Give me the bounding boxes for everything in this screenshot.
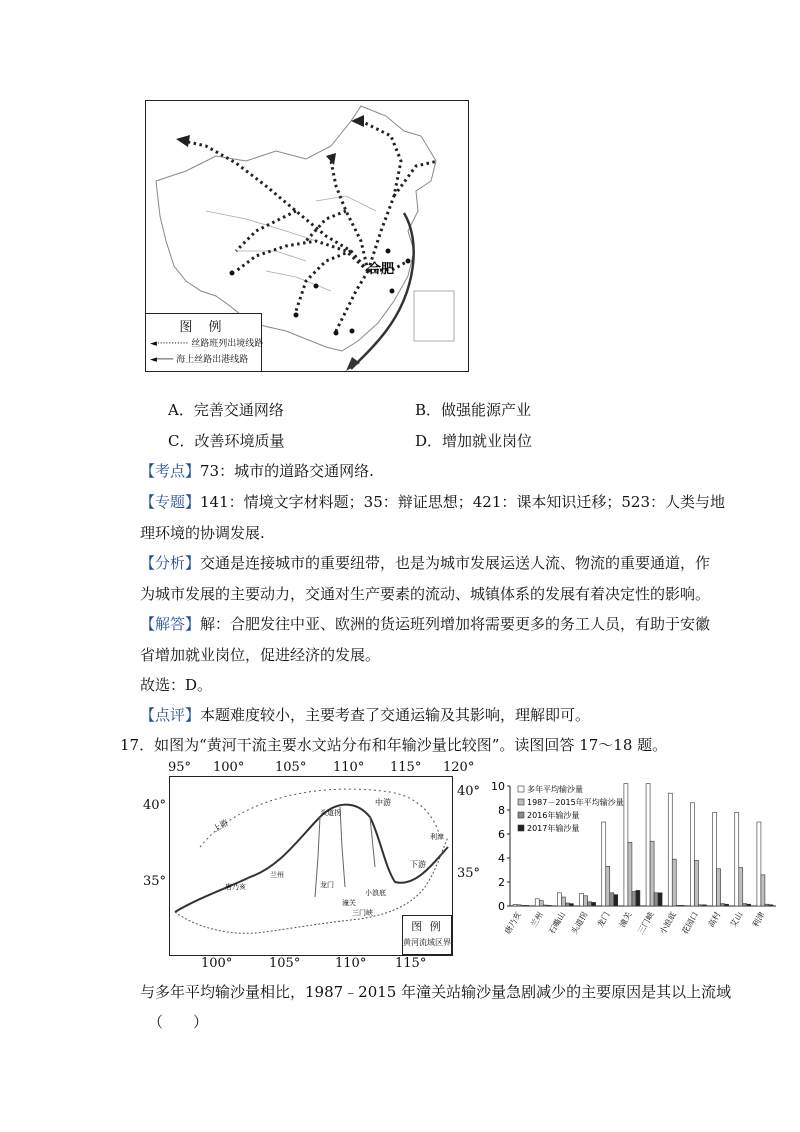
bar bbox=[694, 860, 698, 906]
question17-body-line1: 与多年平均输沙量相比，1987﹣2015 年潼关站输沙量急剧减少的主要原因是其以上流域 bbox=[140, 983, 732, 1001]
zhuanti-line2: 理环境的协调发展. bbox=[140, 524, 265, 542]
inset-box bbox=[414, 291, 454, 341]
fenxi-line1 bbox=[140, 553, 710, 573]
legend-swatch bbox=[518, 786, 524, 792]
bar bbox=[580, 893, 584, 906]
legend-label: 多年平均输沙量 bbox=[527, 785, 583, 794]
option-a bbox=[168, 400, 284, 420]
station-sanmenxia: 三门峡 bbox=[352, 909, 373, 917]
maritime-arrowhead bbox=[346, 357, 360, 371]
region-midstream: 中游 bbox=[375, 798, 391, 807]
bar bbox=[602, 822, 606, 906]
bar bbox=[761, 875, 765, 906]
bar bbox=[628, 842, 632, 906]
lat-left-40: 40° bbox=[143, 798, 167, 813]
bar bbox=[747, 904, 751, 906]
legend-label: 2017年输沙量 bbox=[527, 824, 580, 833]
dianping-text: 本题难度较小，主要考查了交通运输及其影响，理解即可。 bbox=[200, 706, 591, 724]
x-tick-label: 唐乃亥 bbox=[503, 910, 523, 936]
bar bbox=[592, 902, 596, 906]
bar bbox=[672, 859, 676, 906]
x-tick-label: 潼关 bbox=[617, 910, 634, 929]
map2-legend-item: 黄河流域区界 bbox=[403, 938, 451, 947]
answer-line: 故选：D。 bbox=[140, 676, 213, 694]
x-tick-label: 龙门 bbox=[595, 910, 612, 929]
option-text: 完善交通网络 bbox=[193, 401, 284, 419]
jieda-text: 解：合肥发往中亚、欧洲的货运班列增加将需要更多的务工人员，有助于安徽 bbox=[200, 615, 711, 633]
map2-frame bbox=[169, 776, 453, 956]
zhuanti-line1 bbox=[140, 492, 725, 512]
lat-left-35: 35° bbox=[143, 874, 167, 889]
bar bbox=[676, 905, 680, 906]
bar bbox=[565, 903, 569, 906]
bar bbox=[668, 793, 672, 906]
bar bbox=[650, 841, 654, 906]
lon-top-100: 100° bbox=[213, 760, 245, 775]
dianping-line bbox=[140, 705, 590, 725]
bar bbox=[658, 893, 662, 906]
bar bbox=[521, 905, 525, 906]
map1-legend bbox=[145, 313, 262, 372]
lon-top-115: 115° bbox=[390, 760, 422, 775]
bar bbox=[557, 893, 561, 906]
legend-label: 2016年输沙量 bbox=[527, 811, 580, 820]
question17-body-line2: （ ） bbox=[148, 1013, 209, 1031]
bar bbox=[680, 905, 684, 906]
bar bbox=[584, 896, 588, 906]
option-letter: D． bbox=[415, 432, 443, 450]
x-tick-label: 小浪底 bbox=[658, 910, 678, 936]
yellow-river-map bbox=[135, 762, 490, 972]
maritime-route-line bbox=[351, 213, 414, 369]
x-tick-label: 花园口 bbox=[680, 910, 701, 936]
option-letter: C． bbox=[168, 432, 195, 450]
bar bbox=[713, 812, 717, 906]
legend-sea-label: 海上丝路出港线路 bbox=[176, 355, 249, 365]
bar bbox=[606, 866, 610, 906]
station-longmen: 龙门 bbox=[320, 881, 334, 889]
silk-road-map bbox=[145, 100, 469, 372]
kaodian-text: 73：城市的道路交通网络. bbox=[200, 462, 374, 480]
bar bbox=[698, 905, 702, 906]
x-tick-label: 头道拐 bbox=[569, 910, 590, 936]
chart-legend bbox=[518, 784, 624, 833]
chart-xlabels bbox=[502, 910, 766, 936]
bar bbox=[632, 892, 636, 906]
lon-top-105: 105° bbox=[275, 760, 307, 775]
legend-rail-item bbox=[150, 336, 263, 349]
bar bbox=[654, 893, 658, 906]
bar bbox=[525, 905, 529, 906]
legend-sea-item bbox=[150, 352, 248, 365]
x-tick-label: 利津 bbox=[750, 910, 767, 929]
bar bbox=[725, 904, 729, 906]
station-tangnaihai: 唐乃亥 bbox=[225, 883, 246, 891]
station-toudaoguai: 头道拐 bbox=[320, 809, 341, 817]
lon-bottom-110: 110° bbox=[335, 956, 367, 971]
bar bbox=[535, 899, 539, 906]
bar bbox=[547, 905, 551, 906]
yellow-river-line bbox=[175, 805, 448, 912]
station-lijin: 利津 bbox=[430, 833, 444, 841]
bar bbox=[513, 904, 517, 906]
bar bbox=[636, 890, 640, 906]
lon-bottom-105: 105° bbox=[269, 956, 301, 971]
bar bbox=[721, 904, 725, 906]
station-xiaolangdi: 小浪底 bbox=[365, 889, 386, 897]
province-borders bbox=[206, 196, 376, 291]
option-c bbox=[168, 431, 285, 451]
bar bbox=[690, 803, 694, 906]
option-text: 增加就业岗位 bbox=[442, 432, 533, 450]
fenxi-line2: 为城市发展的主要动力，交通对生产要素的流动、城镇体系的发展有着决定性的影响。 bbox=[140, 585, 711, 603]
fenxi-text: 交通是连接城市的重要纽带，也是为城市发展运送人流、物流的重要通道，作 bbox=[200, 554, 711, 572]
sediment-bar-chart bbox=[490, 778, 780, 950]
bar bbox=[765, 904, 769, 906]
y-tick-label: 10 bbox=[491, 780, 505, 793]
station-tongguan: 潼关 bbox=[342, 899, 356, 907]
bar bbox=[569, 904, 573, 906]
lon-top-95: 95° bbox=[168, 760, 192, 775]
zhuanti-text: 141：情境文字材料题；35：辩证思想；421：课本知识迁移；523：人类与地 bbox=[200, 493, 725, 511]
bar bbox=[735, 812, 739, 906]
bar bbox=[757, 822, 761, 906]
legend-swatch bbox=[518, 812, 524, 818]
kaodian-line bbox=[140, 461, 374, 481]
bar bbox=[610, 893, 614, 906]
station-lanzhou: 兰州 bbox=[270, 871, 284, 879]
lon-top-120: 120° bbox=[443, 760, 475, 775]
x-tick-label: 兰州 bbox=[529, 910, 545, 929]
bar bbox=[624, 784, 628, 906]
legend-swatch bbox=[518, 825, 524, 831]
bar bbox=[517, 905, 521, 906]
lat-right-40: 40° bbox=[457, 784, 481, 799]
option-letter: A． bbox=[168, 401, 194, 419]
legend-swatch bbox=[518, 799, 524, 805]
y-tick-label: 4 bbox=[498, 852, 505, 865]
option-text: 改善环境质量 bbox=[194, 432, 285, 450]
hefei-label: 合肥 bbox=[368, 262, 395, 277]
y-tick-label: 2 bbox=[498, 876, 505, 889]
option-letter: B． bbox=[415, 401, 442, 419]
railway-lines bbox=[184, 121, 438, 331]
bar bbox=[702, 905, 706, 906]
y-tick-label: 0 bbox=[498, 900, 505, 913]
jieda-line2: 省增加就业岗位，促进经济的发展。 bbox=[140, 646, 381, 664]
map1-legend-title: 图 例 bbox=[179, 320, 228, 335]
legend-label: 1987－2015年平均输沙量 bbox=[527, 798, 624, 807]
option-d bbox=[415, 431, 532, 451]
lon-bottom-100: 100° bbox=[201, 956, 233, 971]
region-downstream: 下游 bbox=[410, 860, 426, 869]
fenxi-tag: 【分析】 bbox=[140, 554, 201, 572]
map2-legend bbox=[402, 915, 452, 955]
lon-top-110: 110° bbox=[333, 760, 365, 775]
bar bbox=[588, 902, 592, 906]
y-tick-label: 8 bbox=[498, 804, 505, 817]
kaodian-tag: 【考点】 bbox=[140, 462, 201, 480]
bar bbox=[743, 904, 747, 906]
legend-rail-label: 丝路班列出境线路 bbox=[191, 339, 264, 349]
x-tick-label: 三门峡 bbox=[636, 910, 656, 936]
lat-right-35: 35° bbox=[457, 866, 481, 881]
bar bbox=[769, 905, 773, 906]
dianping-tag: 【点评】 bbox=[140, 706, 201, 724]
legend-rail-icon: ◄··········· bbox=[150, 339, 189, 349]
lon-bottom-115: 115° bbox=[395, 956, 427, 971]
map2-legend-title: 图 例 bbox=[411, 920, 443, 933]
legend-sea-icon: ◄─── bbox=[150, 355, 174, 365]
option-text: 做强能源产业 bbox=[441, 401, 532, 419]
region-upstream: 上游 bbox=[211, 817, 230, 834]
bar bbox=[717, 869, 721, 906]
zhuanti-tag: 【专题】 bbox=[140, 493, 201, 511]
jieda-line1 bbox=[140, 614, 710, 634]
bar bbox=[561, 897, 565, 906]
bar bbox=[539, 901, 543, 906]
bar bbox=[739, 868, 743, 906]
y-tick-label: 6 bbox=[498, 828, 505, 841]
jieda-tag: 【解答】 bbox=[140, 615, 201, 633]
bar bbox=[614, 895, 618, 906]
x-tick-label: 石嘴山 bbox=[547, 910, 568, 936]
bar bbox=[646, 784, 650, 906]
option-b bbox=[415, 400, 531, 420]
question17-text: 17．如图为“黄河干流主要水文站分布和年输沙量比较图”。读图回答 17～18 题。 bbox=[120, 736, 668, 754]
bar bbox=[543, 905, 547, 906]
x-tick-label: 艾山 bbox=[728, 910, 745, 929]
x-tick-label: 高村 bbox=[706, 910, 723, 929]
